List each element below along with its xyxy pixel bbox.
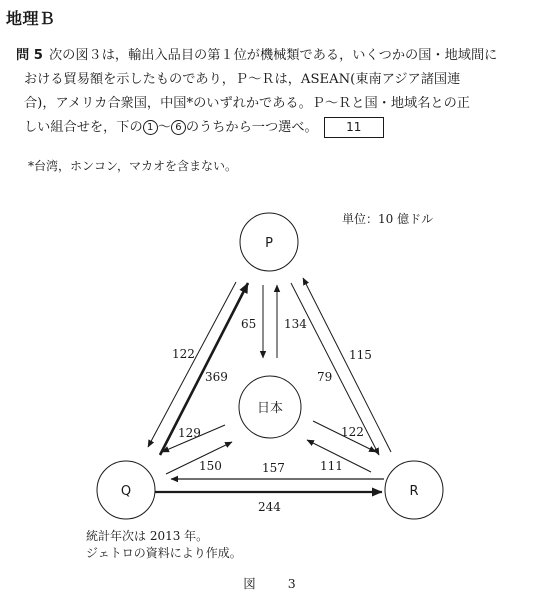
range-separator: ～ (157, 120, 171, 135)
question-block (16, 44, 536, 140)
flow-label-p-to-japan: 65 (241, 317, 257, 331)
choice-end-circle: 6 (171, 120, 186, 135)
note-source: ジェトロの資料により作成。 (86, 546, 242, 560)
flow-label-r-to-q: 157 (262, 461, 285, 475)
flow-label-japan-to-p: 134 (284, 317, 307, 331)
trade-flow-diagram (0, 200, 541, 530)
figure-caption: 図 3 (243, 576, 310, 591)
flow-label-r-to-japan: 111 (320, 459, 343, 473)
flow-label-japan-to-r: 122 (341, 425, 364, 439)
question-line-3: 合)，アメリカ合衆国，中国*のいずれかである。Ｐ～Ｒと国・地域名との正 (24, 96, 470, 111)
flow-label-p-to-r: 79 (317, 370, 333, 384)
question-line-4-before: しい組合せを，下の (24, 120, 143, 135)
flow-label-q-to-r: 244 (258, 500, 281, 514)
flow-label-q-to-p: 369 (205, 370, 228, 384)
unit-label: 単位：10 億ドル (342, 212, 434, 226)
node-r-label: R (409, 484, 419, 499)
node-japan-label: 日本 (256, 401, 284, 416)
flow-label-r-to-p: 115 (349, 348, 372, 362)
figure-notes (86, 528, 242, 562)
footnote: *台湾，ホンコン，マカオを含まない。 (28, 159, 238, 173)
question-line-4-after: のうちから一つ選べ。 (185, 120, 318, 135)
flow-label-q-to-japan: 150 (199, 459, 222, 473)
answer-number-box[interactable]: 11 (324, 117, 384, 138)
arrow-p-to-q (148, 282, 236, 447)
question-line-1: 次の図３は，輸出入品目の第１位が機械類である，いくつかの国・地域間に (48, 48, 498, 63)
choice-start-circle: 1 (143, 120, 158, 135)
flow-label-p-to-q: 122 (172, 347, 195, 361)
flow-label-japan-to-q: 129 (178, 426, 201, 440)
section-title: 地理Ｂ (6, 9, 56, 28)
arrow-q-to-p (160, 283, 248, 455)
node-p-label: P (265, 236, 273, 251)
note-statistics-year: 統計年次は 2013 年。 (86, 529, 209, 543)
question-number: 問 5 (16, 48, 43, 63)
question-line-2: おける貿易額を示したものであり，Ｐ～Ｒは，ASEAN(東南アジア諸国連 (24, 72, 461, 87)
node-q-label: Q (120, 484, 132, 499)
arrow-p-to-r (291, 283, 379, 455)
